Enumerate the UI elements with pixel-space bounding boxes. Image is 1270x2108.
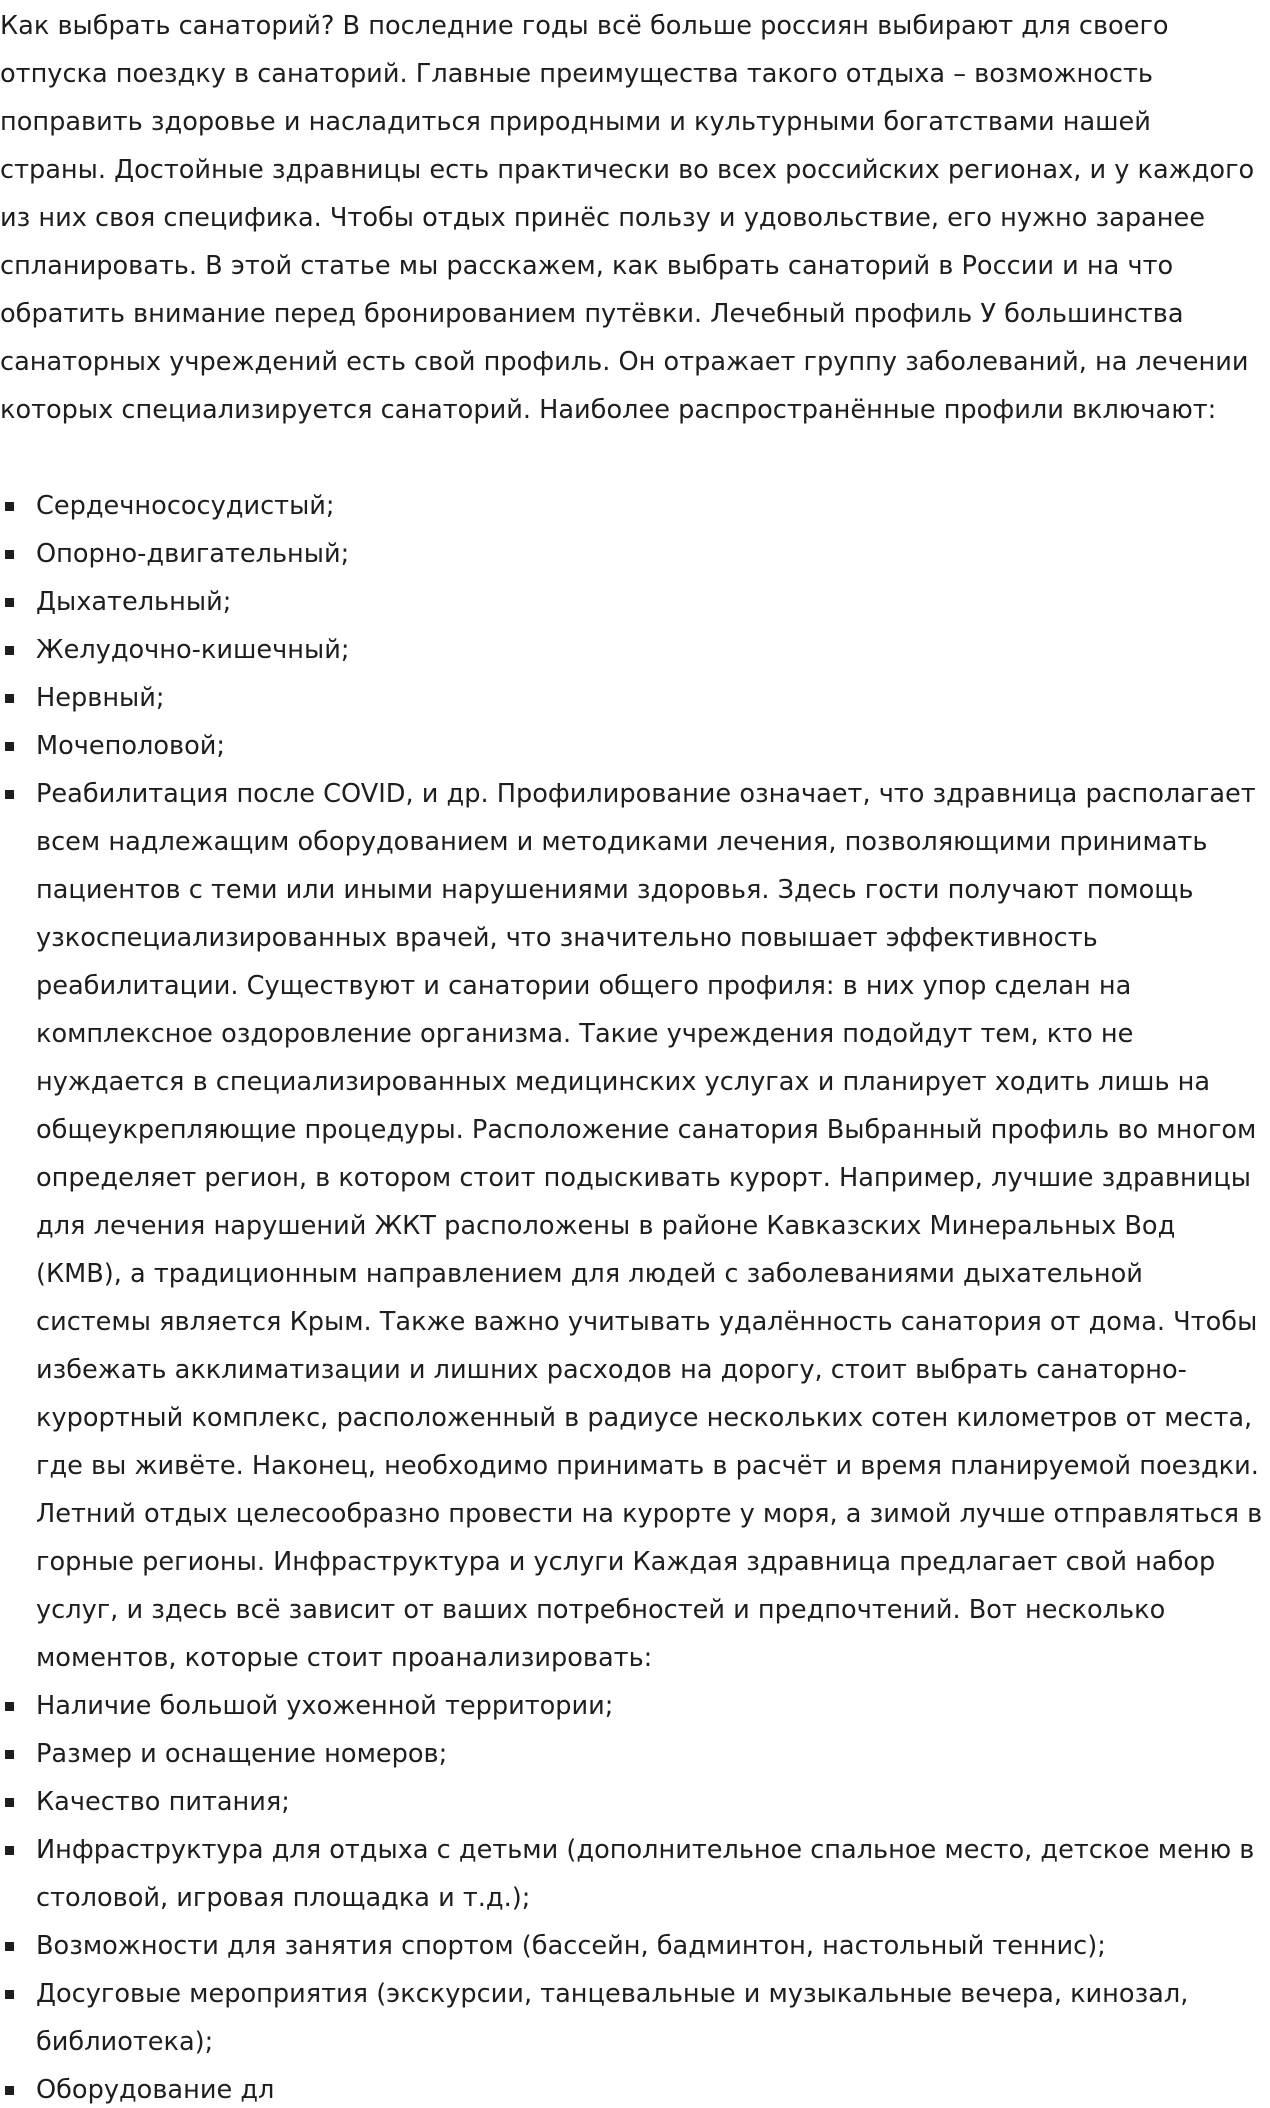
list-item-text: Сердечнососудистый; <box>36 491 335 521</box>
square-bullet-icon <box>5 790 14 799</box>
list-item-text: Инфраструктура для отдыха с детьми (дополнительное спальное место, детское меню в столовой, игровая площадка и т.д.); <box>36 1835 1255 1913</box>
list-item-text: Опорно-двигательный; <box>36 539 350 569</box>
list-item-text: Досуговые мероприятия (экскурсии, танцевальные и музыкальные вечера, кинозал, библиотека); <box>36 1979 1189 2057</box>
list-item <box>0 1778 1265 1826</box>
article-intro-paragraph: Как выбрать санаторий? В последние годы всё больше россиян выбирают для своего отпуска поездку в санаторий. Главные преимущества такого отдыха – возможность поправить здоровье и насладиться природными и культурными богатствами нашей страны. Достойные здравницы есть практически во всех российских регионах, и у каждого из них своя специфика. Чтобы отдых принёс пользу и удовольствие, его нужно заранее спланировать. В этой статье мы расскажем, как выбрать санаторий в России и на что обратить внимание перед бронированием путёвки. Лечебный профиль У большинства санаторных учреждений есть свой профиль. Он отражает группу заболеваний, на лечении которых специализируется санаторий. Наиболее распространённые профили включают: <box>0 11 1255 425</box>
square-bullet-icon <box>5 1798 14 1807</box>
square-bullet-icon <box>5 502 14 511</box>
list-item <box>0 770 1265 1682</box>
list-item <box>0 1922 1265 1970</box>
list-item <box>0 722 1265 770</box>
square-bullet-icon <box>5 646 14 655</box>
list-item-text: Желудочно-кишечный; <box>36 635 350 665</box>
square-bullet-icon <box>5 1846 14 1855</box>
list-item <box>0 530 1265 578</box>
square-bullet-icon <box>5 550 14 559</box>
article-body <box>0 2 1265 2108</box>
list-item-text: Мочеполовой; <box>36 731 226 761</box>
list-item-text: Наличие большой ухоженной территории; <box>36 1691 614 1721</box>
square-bullet-icon <box>5 742 14 751</box>
square-bullet-icon <box>5 2086 14 2095</box>
list-item <box>0 1826 1265 1922</box>
list-item <box>0 1682 1265 1730</box>
list-item <box>0 578 1265 626</box>
list-item <box>0 2066 1265 2108</box>
list-item-text: Реабилитация после COVID, и др. Профилирование означает, что здравница располагает всем надлежащим оборудованием и методиками лечения, позволяющими принимать пациентов с теми или иными нарушениями здоровья. Здесь гости получают помощь узкоспециализированных врачей, что значительно повышает эффективность реабилитации. Существуют и санатории общего профиля: в них упор сделан на комплексное оздоровление организма. Такие учреждения подойдут тем, кто не нуждается в специализированных медицинских услугах и планирует ходить лишь на общеукрепляющие процедуры. Расположение санатория Выбранный профиль во многом определяет регион, в котором стоит подыскивать курорт. Например, лучшие здравницы для лечения нарушений ЖКТ расположены в районе Кавказских Минеральных Вод (КМВ), а традиционным направлением для людей с заболеваниями дыхательной системы является Крым. Также важно учитывать удалённость санатория от дома. Чтобы избежать акклиматизации и лишних расходов на дорогу, стоит выбрать санаторно-курортный комплекс, расположенный в радиусе нескольких сотен километров от места, где вы живёте. Наконец, необходимо принимать в расчёт и время планируемой поездки. Летний отдых целесообразно провести на курорте у моря, а зимой лучше отправляться в горные регионы. Инфраструктура и услуги Каждая здравница предлагает свой набор услуг, и здесь всё зависит от ваших потребностей и предпочтений. Вот несколько моментов, которые стоит проанализировать: <box>36 779 1263 1673</box>
square-bullet-icon <box>5 1750 14 1759</box>
list-item-text: Оборудование дл <box>36 2075 275 2105</box>
list-item <box>0 626 1265 674</box>
square-bullet-icon <box>5 1702 14 1711</box>
list-item <box>0 1970 1265 2066</box>
square-bullet-icon <box>5 1942 14 1951</box>
list-item-text: Качество питания; <box>36 1787 290 1817</box>
list-item-text: Дыхательный; <box>36 587 232 617</box>
profile-list <box>0 482 1265 2108</box>
list-item-text: Возможности для занятия спортом (бассейн, бадминтон, настольный теннис); <box>36 1931 1106 1961</box>
square-bullet-icon <box>5 1990 14 1999</box>
list-item <box>0 482 1265 530</box>
list-item <box>0 674 1265 722</box>
list-item-text: Нервный; <box>36 683 165 713</box>
list-item-text: Размер и оснащение номеров; <box>36 1739 448 1769</box>
square-bullet-icon <box>5 598 14 607</box>
list-item <box>0 1730 1265 1778</box>
square-bullet-icon <box>5 694 14 703</box>
